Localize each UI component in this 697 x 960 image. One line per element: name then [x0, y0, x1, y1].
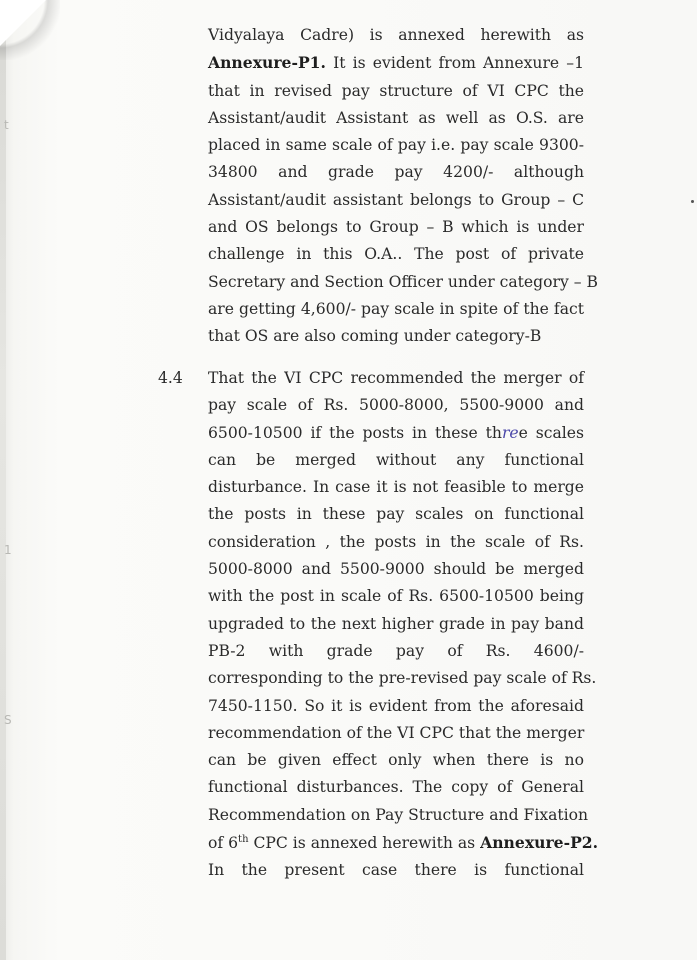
handwritten-correction: re [501, 423, 519, 442]
text-line: corresponding to the pre-revised pay scale of Rs. [208, 669, 597, 688]
text-fragment: 6500-10500 if the posts in these th [208, 423, 502, 442]
text-line: challenge in this O.A.. The post of private [208, 245, 584, 264]
text-fragment: It is evident from Annexure –1 [325, 54, 584, 73]
text-line: 7450-1150. So it is evident from the aforesaid [208, 696, 584, 715]
page-left-edge [0, 0, 6, 960]
text-line: with the post in scale of Rs. 6500-10500 being [208, 587, 584, 606]
text-line: can be merged without any functional [208, 450, 584, 469]
paragraph-number: 4.4 [158, 369, 183, 387]
text-fragment: e scales [518, 423, 584, 442]
text-line: that OS are also coming under category-B [208, 327, 542, 346]
text-line: upgraded to the next higher grade in pay band [208, 614, 584, 633]
superscript-th: th [238, 833, 249, 845]
text-line: disturbance. In case it is not feasible to merge [208, 478, 584, 497]
text-line: PB-2 with grade pay of Rs. 4600/- [208, 641, 584, 660]
text-line: 5000-8000 and 5500-9000 should be merged [208, 560, 584, 579]
annexure-p2-label: Annexure-P2. [480, 833, 599, 853]
margin-mark: 1 [4, 543, 12, 557]
text-line: pay scale of Rs. 5000-8000, 5500-9000 and [208, 396, 584, 415]
text-line-annexure-p1 [208, 49, 584, 77]
margin-mark: S [4, 713, 12, 727]
text-line: and OS belongs to Group – B which is under [208, 218, 584, 237]
text-line-handwritten-correction [208, 420, 584, 447]
scan-speck [691, 200, 694, 203]
text-fragment: CPC is annexed herewith as [248, 834, 481, 853]
annexure-p1-label: Annexure-P1. [208, 53, 326, 73]
text-line-annexure-p2 [208, 829, 599, 857]
text-line: can be given effect only when there is no [208, 751, 584, 770]
text-line: recommendation of the VI CPC that the merger [208, 723, 585, 742]
text-line: Vidyalaya Cadre) is annexed herewith as [208, 26, 584, 44]
text-line: functional disturbances. The copy of General [208, 778, 584, 797]
folded-corner [0, 0, 46, 46]
text-line: Assistant/audit Assistant as well as O.S. are [208, 108, 584, 127]
text-line: In the present case there is functional [208, 861, 584, 880]
text-fragment: of 6 [208, 834, 239, 853]
text-line: That the VI CPC recommended the merger of [208, 369, 584, 387]
paragraph-continued [208, 22, 598, 351]
paragraph-4-4 [208, 365, 599, 885]
text-line: Recommendation on Pay Structure and Fixation [208, 805, 589, 824]
text-line: Assistant/audit assistant belongs to Group – C [208, 190, 584, 209]
text-line: 34800 and grade pay 4200/- although [208, 163, 584, 182]
text-line: placed in same scale of pay i.e. pay scale 9300- [208, 136, 584, 155]
text-line: the posts in these pay scales on functional [208, 505, 584, 524]
text-line: consideration , the posts in the scale of Rs. [208, 532, 584, 551]
text-line: that in revised pay structure of VI CPC the [208, 81, 584, 100]
text-line: Secretary and Section Officer under category – B [208, 272, 598, 291]
text-line: are getting 4,600/- pay scale in spite of the fact [208, 299, 584, 318]
margin-mark: t [4, 118, 9, 132]
